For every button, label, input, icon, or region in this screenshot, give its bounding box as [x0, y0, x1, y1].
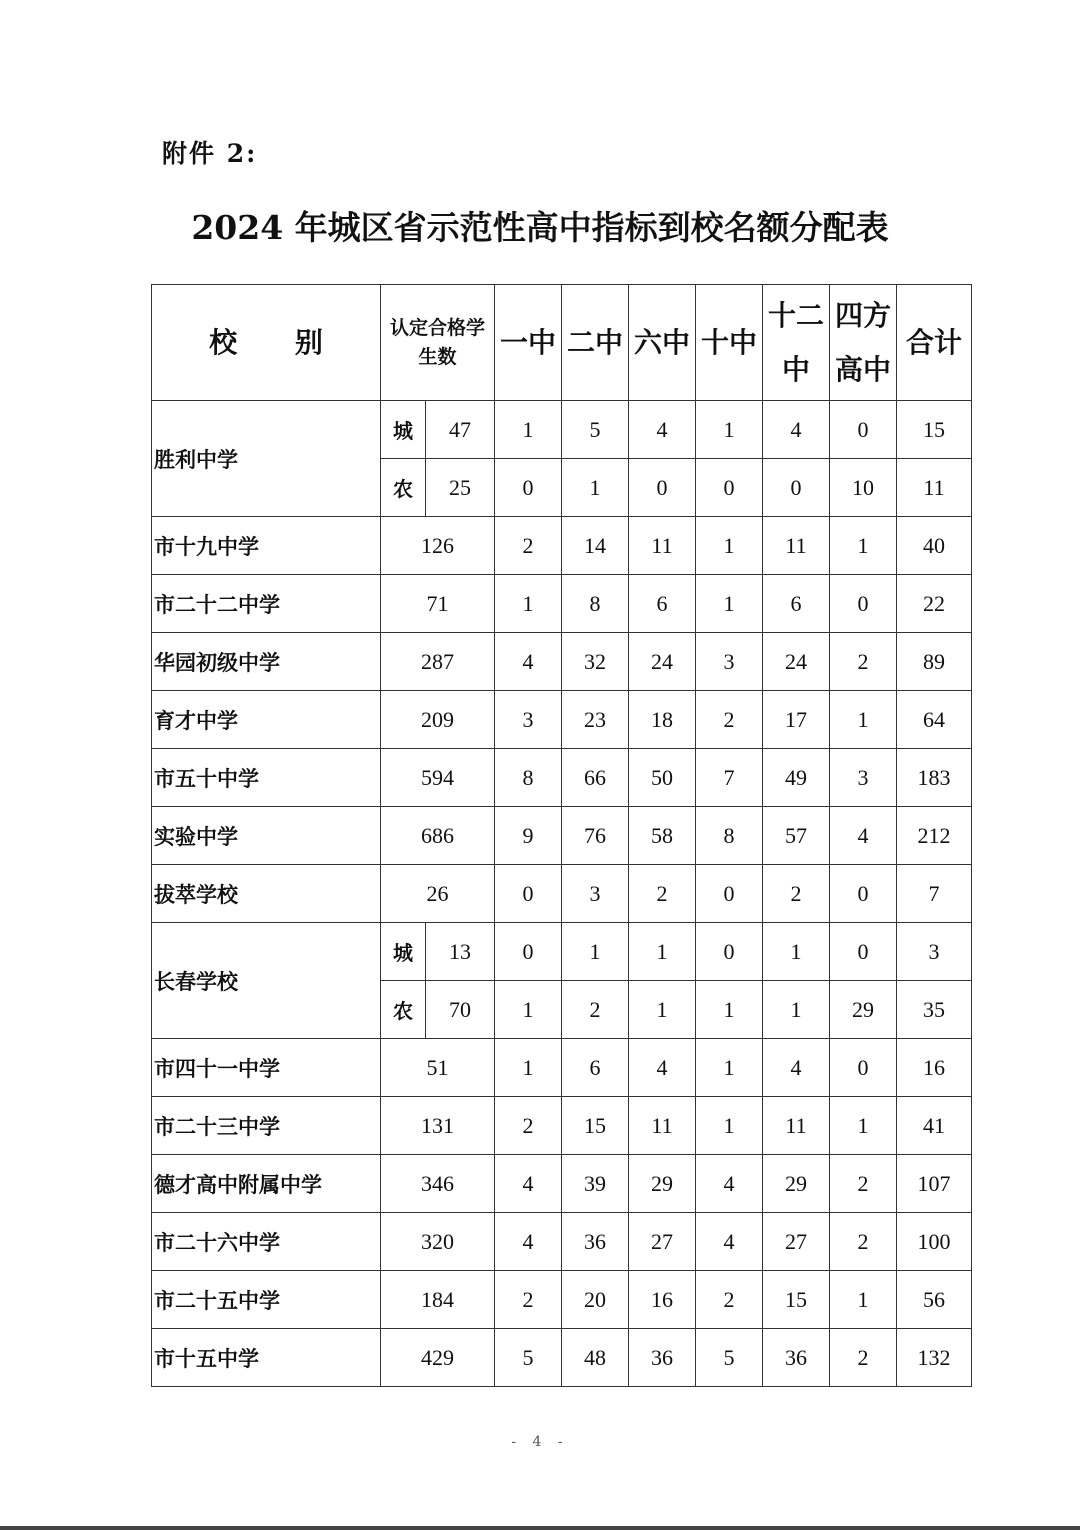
quota-cell: 36: [763, 1329, 830, 1387]
quota-cell: 14: [562, 517, 629, 575]
header-yizhong: 一中: [495, 285, 562, 401]
quota-cell: 5: [696, 1329, 763, 1387]
quota-cell: 1: [562, 923, 629, 981]
total-cell: 132: [897, 1329, 972, 1387]
qualified-count: 184: [381, 1271, 495, 1329]
area-kind: 城: [381, 923, 426, 981]
qualified-count: 287: [381, 633, 495, 691]
quota-cell: 4: [696, 1155, 763, 1213]
quota-cell: 4: [495, 1155, 562, 1213]
quota-table: [151, 284, 972, 1387]
quota-cell: 11: [629, 1097, 696, 1155]
quota-cell: 1: [495, 1039, 562, 1097]
header-shizhong: 十中: [696, 285, 763, 401]
quota-cell: 2: [830, 1329, 897, 1387]
school-name: 德才高中附属中学: [152, 1155, 381, 1213]
quota-cell: 15: [562, 1097, 629, 1155]
quota-cell: 0: [830, 1039, 897, 1097]
quota-cell: 24: [763, 633, 830, 691]
qualified-count: 686: [381, 807, 495, 865]
quota-cell: 1: [830, 517, 897, 575]
quota-cell: 5: [562, 401, 629, 459]
quota-cell: 4: [495, 633, 562, 691]
total-cell: 40: [897, 517, 972, 575]
quota-cell: 3: [495, 691, 562, 749]
quota-cell: 0: [495, 865, 562, 923]
total-cell: 100: [897, 1213, 972, 1271]
quota-cell: 1: [696, 517, 763, 575]
header-shierzhong: 十二中: [763, 285, 830, 401]
quota-cell: 11: [763, 517, 830, 575]
quota-cell: 1: [696, 575, 763, 633]
quota-cell: 5: [495, 1329, 562, 1387]
quota-cell: 6: [629, 575, 696, 633]
quota-cell: 0: [830, 923, 897, 981]
quota-cell: 7: [696, 749, 763, 807]
table-row: [152, 1039, 972, 1097]
quota-cell: 2: [763, 865, 830, 923]
school-name: 市五十中学: [152, 749, 381, 807]
qualified-count: 47: [426, 401, 495, 459]
quota-cell: 0: [696, 459, 763, 517]
page-bottom-edge: [0, 1526, 1080, 1530]
total-cell: 183: [897, 749, 972, 807]
quota-cell: 66: [562, 749, 629, 807]
table-row: [152, 691, 972, 749]
quota-cell: 1: [562, 459, 629, 517]
quota-cell: 1: [696, 401, 763, 459]
quota-cell: 1: [830, 1097, 897, 1155]
qualified-count: 13: [426, 923, 495, 981]
quota-cell: 6: [562, 1039, 629, 1097]
quota-cell: 0: [495, 459, 562, 517]
quota-cell: 20: [562, 1271, 629, 1329]
quota-cell: 48: [562, 1329, 629, 1387]
area-kind: 农: [381, 981, 426, 1039]
quota-cell: 76: [562, 807, 629, 865]
quota-cell: 2: [495, 1097, 562, 1155]
quota-cell: 8: [495, 749, 562, 807]
quota-cell: 2: [830, 1155, 897, 1213]
total-cell: 41: [897, 1097, 972, 1155]
quota-cell: 2: [830, 633, 897, 691]
school-name: 华园初级中学: [152, 633, 381, 691]
quota-cell: 4: [830, 807, 897, 865]
qualified-count: 70: [426, 981, 495, 1039]
school-name: 市十五中学: [152, 1329, 381, 1387]
quota-cell: 39: [562, 1155, 629, 1213]
school-name: 市二十三中学: [152, 1097, 381, 1155]
quota-cell: 0: [629, 459, 696, 517]
total-cell: 35: [897, 981, 972, 1039]
quota-cell: 11: [763, 1097, 830, 1155]
table-row: [152, 865, 972, 923]
qualified-count: 594: [381, 749, 495, 807]
quota-cell: 24: [629, 633, 696, 691]
school-name: 拔萃学校: [152, 865, 381, 923]
quota-cell: 11: [629, 517, 696, 575]
quota-cell: 17: [763, 691, 830, 749]
quota-cell: 1: [696, 981, 763, 1039]
total-cell: 64: [897, 691, 972, 749]
header-erzhong: 二中: [562, 285, 629, 401]
total-cell: 3: [897, 923, 972, 981]
quota-cell: 4: [629, 1039, 696, 1097]
table-row: [152, 1097, 972, 1155]
total-cell: 16: [897, 1039, 972, 1097]
document-title: 2024 年城区省示范性高中指标到校名额分配表: [191, 208, 889, 247]
table-row: [152, 1155, 972, 1213]
quota-cell: 23: [562, 691, 629, 749]
school-name: 市二十六中学: [152, 1213, 381, 1271]
quota-cell: 8: [696, 807, 763, 865]
qualified-count: 71: [381, 575, 495, 633]
quota-cell: 32: [562, 633, 629, 691]
quota-cell: 1: [629, 923, 696, 981]
quota-cell: 9: [495, 807, 562, 865]
quota-cell: 10: [830, 459, 897, 517]
table-row: [152, 1271, 972, 1329]
quota-cell: 18: [629, 691, 696, 749]
quota-cell: 1: [495, 575, 562, 633]
quota-cell: 6: [763, 575, 830, 633]
quota-cell: 0: [830, 865, 897, 923]
total-cell: 15: [897, 401, 972, 459]
area-kind: 农: [381, 459, 426, 517]
quota-cell: 8: [562, 575, 629, 633]
quota-cell: 1: [495, 981, 562, 1039]
school-name: 长春学校: [152, 923, 381, 1039]
total-cell: 89: [897, 633, 972, 691]
quota-cell: 4: [629, 401, 696, 459]
quota-cell: 0: [696, 923, 763, 981]
total-cell: 107: [897, 1155, 972, 1213]
total-cell: 7: [897, 865, 972, 923]
table-row: [152, 749, 972, 807]
table-row: [152, 517, 972, 575]
school-name: 市十九中学: [152, 517, 381, 575]
qualified-count: 320: [381, 1213, 495, 1271]
table-row: [152, 923, 972, 981]
school-name: 胜利中学: [152, 401, 381, 517]
quota-cell: 36: [562, 1213, 629, 1271]
quota-cell: 0: [763, 459, 830, 517]
total-cell: 22: [897, 575, 972, 633]
qualified-count: 126: [381, 517, 495, 575]
quota-cell: 27: [763, 1213, 830, 1271]
school-name: 市二十二中学: [152, 575, 381, 633]
quota-cell: 2: [495, 1271, 562, 1329]
quota-cell: 4: [696, 1213, 763, 1271]
quota-cell: 1: [495, 401, 562, 459]
quota-cell: 4: [763, 401, 830, 459]
header-liuzhong: 六中: [629, 285, 696, 401]
quota-cell: 29: [763, 1155, 830, 1213]
header-qualified-count: 认定合格学生数: [381, 285, 495, 401]
quota-cell: 2: [495, 517, 562, 575]
quota-cell: 1: [696, 1097, 763, 1155]
quota-cell: 16: [629, 1271, 696, 1329]
quota-cell: 2: [696, 1271, 763, 1329]
header-school: 校 别: [152, 285, 381, 401]
table-row: [152, 1213, 972, 1271]
table-row: [152, 633, 972, 691]
qualified-count: 26: [381, 865, 495, 923]
quota-cell: 49: [763, 749, 830, 807]
quota-cell: 57: [763, 807, 830, 865]
school-name: 市二十五中学: [152, 1271, 381, 1329]
quota-cell: 58: [629, 807, 696, 865]
quota-cell: 2: [830, 1213, 897, 1271]
quota-cell: 1: [763, 981, 830, 1039]
quota-cell: 1: [763, 923, 830, 981]
quota-cell: 4: [763, 1039, 830, 1097]
qualified-count: 209: [381, 691, 495, 749]
quota-cell: 36: [629, 1329, 696, 1387]
quota-cell: 50: [629, 749, 696, 807]
quota-cell: 3: [830, 749, 897, 807]
quota-cell: 0: [830, 401, 897, 459]
quota-cell: 1: [830, 1271, 897, 1329]
school-name: 育才中学: [152, 691, 381, 749]
header-sifang: 四方高中: [830, 285, 897, 401]
total-cell: 56: [897, 1271, 972, 1329]
total-cell: 11: [897, 459, 972, 517]
quota-cell: 0: [495, 923, 562, 981]
quota-cell: 3: [696, 633, 763, 691]
header-total: 合计: [897, 285, 972, 401]
quota-cell: 0: [696, 865, 763, 923]
school-name: 市四十一中学: [152, 1039, 381, 1097]
quota-cell: 15: [763, 1271, 830, 1329]
qualified-count: 429: [381, 1329, 495, 1387]
qualified-count: 346: [381, 1155, 495, 1213]
total-cell: 212: [897, 807, 972, 865]
table-row: [152, 1329, 972, 1387]
header-row: [152, 285, 972, 401]
qualified-count: 25: [426, 459, 495, 517]
area-kind: 城: [381, 401, 426, 459]
table-row: [152, 575, 972, 633]
qualified-count: 51: [381, 1039, 495, 1097]
quota-cell: 2: [629, 865, 696, 923]
quota-cell: 29: [629, 1155, 696, 1213]
quota-cell: 27: [629, 1213, 696, 1271]
quota-cell: 0: [830, 575, 897, 633]
quota-cell: 1: [629, 981, 696, 1039]
table-row: [152, 807, 972, 865]
table-row: [152, 401, 972, 459]
attachment-label: 附件 2:: [162, 139, 258, 168]
quota-cell: 29: [830, 981, 897, 1039]
quota-cell: 2: [562, 981, 629, 1039]
school-name: 实验中学: [152, 807, 381, 865]
quota-cell: 1: [830, 691, 897, 749]
qualified-count: 131: [381, 1097, 495, 1155]
quota-cell: 1: [696, 1039, 763, 1097]
page-number: - 4 -: [511, 1434, 569, 1450]
quota-cell: 2: [696, 691, 763, 749]
quota-cell: 4: [495, 1213, 562, 1271]
quota-cell: 3: [562, 865, 629, 923]
